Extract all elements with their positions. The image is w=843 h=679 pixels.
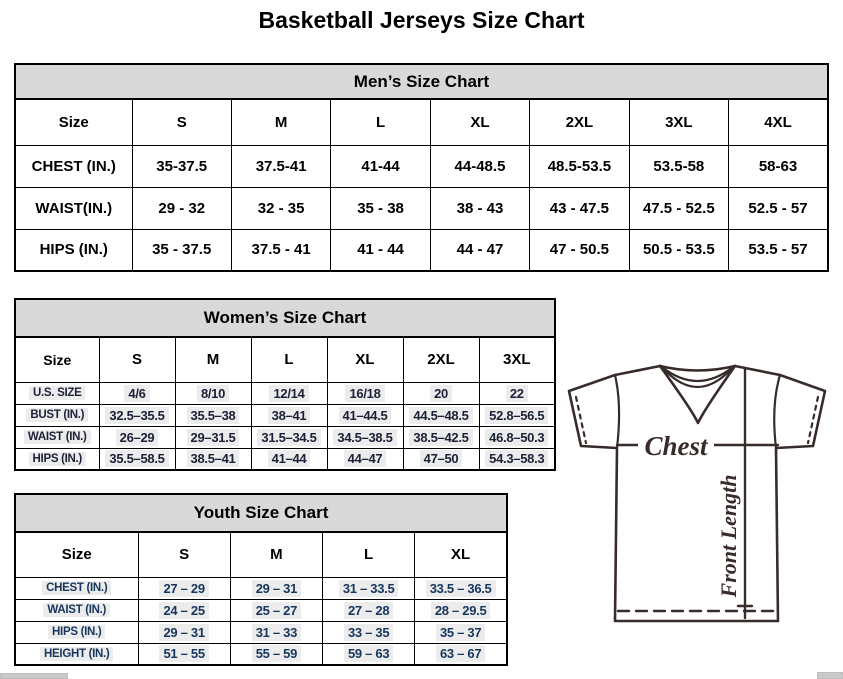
women-value-cell [403,426,479,448]
cell-text: 35.5–58.5 [105,450,168,467]
cell-text: 16/18 [345,385,384,402]
cell-text: 29–31.5 [187,429,240,446]
youth-value-cell [415,643,507,665]
women-size-label-cell: Size [15,337,99,382]
men-column-header-3xl: 3XL [629,99,728,145]
youth-value-cell [415,577,507,599]
men-value-cell [530,187,629,229]
cell-text: 27 – 28 [344,602,393,619]
cell-text: 44 - 47 [456,241,504,259]
men-table-row [15,187,828,229]
women-value-cell [479,426,555,448]
men-value-cell [132,187,231,229]
cell-text: 38.5–41 [187,450,240,467]
youth-row-label-cell [15,643,138,665]
cell-text: 20 [430,385,452,402]
men-value-cell [729,187,828,229]
men-row-label-cell [15,145,132,187]
cell-text: 50.5 - 53.5 [642,241,715,259]
women-column-header-m: M [175,337,251,382]
cell-text: 24 – 25 [159,602,208,619]
cell-text: 35 - 38 [357,199,404,217]
cell-text: 32 - 35 [257,199,305,217]
cell-text: WAIST(IN.) [35,199,113,217]
men-value-cell [430,229,529,271]
cell-text: WAIST (IN.) [43,603,110,617]
youth-value-cell [323,599,415,621]
women-table-row [15,426,555,448]
women-row-label-cell [15,426,99,448]
men-value-cell [132,145,231,187]
scrollbar-fragment-right[interactable] [817,672,843,679]
cell-text: 41–44 [268,450,311,467]
youth-value-cell [323,643,415,665]
women-value-cell [479,382,555,404]
cell-text: 29 - 32 [158,199,206,217]
cell-text: 41-44 [361,157,400,175]
men-value-cell [629,187,728,229]
men-value-cell [231,187,330,229]
cell-text: 52.5 - 57 [748,199,808,217]
youth-table-row [15,621,507,643]
youth-size-label-cell: Size [15,532,138,577]
cell-text: 35 - 37.5 [152,241,212,259]
women-value-cell [99,404,175,426]
cell-text: BUST (IN.) [26,408,88,422]
cell-text: 46.8–50.3 [485,429,548,446]
cell-text: 54.3–58.3 [485,450,548,467]
men-row-label-cell [15,187,132,229]
cell-text: 48.5-53.5 [547,157,612,175]
cell-text: 29 – 31 [252,580,301,597]
cell-text: 47–50 [420,450,463,467]
jersey-right-sleeve-seam [774,375,780,448]
womens-size-table [14,336,556,471]
men-value-cell [530,145,629,187]
men-column-header-xl: XL [430,99,529,145]
women-row-label-cell [15,382,99,404]
youth-size-chart [14,493,508,666]
cell-text: U.S. SIZE [29,386,85,400]
jersey-left-sleeve-seam [615,375,619,448]
men-value-cell [231,145,330,187]
women-value-cell [99,448,175,470]
scrollbar-fragment-left[interactable] [0,673,68,679]
jersey-outline [569,366,825,621]
cell-text: 22 [506,385,528,402]
womens-size-chart [14,298,556,471]
cell-text: 47.5 - 52.5 [642,199,715,217]
women-value-cell [175,426,251,448]
cell-text: 25 – 27 [252,602,301,619]
cell-text: HEIGHT (IN.) [40,647,113,661]
front-length-label: Front Length [716,474,741,598]
women-value-cell [479,448,555,470]
cell-text: 43 - 47.5 [549,199,609,217]
men-table-row [15,145,828,187]
cell-text: 53.5 - 57 [748,241,808,259]
cell-text: 44.5–48.5 [409,407,472,424]
cell-text: 35.5–38 [187,407,240,424]
jersey-left-cuff-dashes [576,397,586,443]
cell-text: 41 - 44 [357,241,404,259]
cell-text: 38–41 [268,407,311,424]
cell-text: 55 – 59 [252,645,301,662]
cell-text: 35-37.5 [156,157,208,175]
youth-value-cell [230,599,322,621]
youth-value-cell [138,599,230,621]
youth-table-row [15,599,507,621]
cell-text: WAIST (IN.) [24,430,91,444]
cell-text: 4/6 [124,385,149,402]
cell-text: 33.5 – 36.5 [426,580,496,597]
youth-size-table [14,531,508,666]
women-table-row [15,448,555,470]
women-value-cell [327,426,403,448]
women-value-cell [99,426,175,448]
jersey-back-neck [660,366,735,371]
men-column-header-s: S [132,99,231,145]
cell-text: 44–47 [344,450,387,467]
chest-label: Chest [644,431,708,461]
men-column-header-m: M [231,99,330,145]
youth-value-cell [138,621,230,643]
youth-value-cell [230,643,322,665]
youth-value-cell [323,577,415,599]
cell-text: 35 – 37 [436,624,485,641]
men-value-cell [629,229,728,271]
cell-text: 26–29 [116,429,159,446]
women-size-header-row [15,337,555,382]
page-title: Basketball Jerseys Size Chart [258,7,585,33]
cell-text: 33 – 35 [344,624,393,641]
men-table-row [15,229,828,271]
women-column-header-s: S [99,337,175,382]
cell-text: CHEST (IN.) [31,157,116,175]
cell-text: HIPS (IN.) [39,241,108,259]
youth-row-label-cell [15,577,138,599]
mens-size-chart [14,63,829,272]
cell-text: 37.5-41 [255,157,307,175]
youth-chart-header: Youth Size Chart [14,493,508,533]
men-column-header-4xl: 4XL [729,99,828,145]
mens-chart-header: Men’s Size Chart [14,63,829,100]
cell-text: HIPS (IN.) [48,625,105,639]
youth-row-label-cell [15,621,138,643]
men-value-cell [331,187,430,229]
cell-text: 51 – 55 [159,645,208,662]
womens-chart-header: Women’s Size Chart [14,298,556,338]
women-value-cell [251,404,327,426]
youth-value-cell [230,577,322,599]
cell-text: HIPS (IN.) [29,452,86,466]
women-column-header-2xl: 2XL [403,337,479,382]
youth-value-cell [138,577,230,599]
women-value-cell [251,382,327,404]
cell-text: 12/14 [269,385,308,402]
women-row-label-cell [15,404,99,426]
women-value-cell [175,382,251,404]
men-value-cell [530,229,629,271]
youth-table-row [15,577,507,599]
women-value-cell [479,404,555,426]
men-value-cell [629,145,728,187]
cell-text: 31 – 33.5 [339,580,399,597]
cell-text: 37.5 - 41 [251,241,311,259]
women-table-row [15,382,555,404]
women-value-cell [99,382,175,404]
men-value-cell [331,229,430,271]
youth-value-cell [415,621,507,643]
women-value-cell [251,448,327,470]
cell-text: 32.5–35.5 [105,407,168,424]
men-size-label-cell: Size [15,99,132,145]
men-value-cell [430,145,529,187]
cell-text: 31.5–34.5 [257,429,320,446]
women-value-cell [403,382,479,404]
women-column-header-xl: XL [327,337,403,382]
women-value-cell [327,448,403,470]
men-value-cell [231,229,330,271]
youth-size-header-row [15,532,507,577]
youth-column-header-m: M [230,532,322,577]
women-value-cell [403,448,479,470]
cell-text: 53.5-58 [653,157,705,175]
cell-text: 63 – 67 [436,645,485,662]
men-value-cell [132,229,231,271]
cell-text: 38.5–42.5 [409,429,472,446]
jersey-diagram-svg [556,360,838,628]
men-row-label-cell [15,229,132,271]
men-value-cell [430,187,529,229]
men-column-header-l: L [331,99,430,145]
mens-size-table [14,98,829,272]
men-column-header-2xl: 2XL [530,99,629,145]
youth-table-row [15,643,507,665]
cell-text: 58-63 [758,157,798,175]
men-value-cell [729,229,828,271]
cell-text: 28 – 29.5 [431,602,491,619]
women-column-header-l: L [251,337,327,382]
cell-text: 38 - 43 [456,199,504,217]
women-value-cell [327,382,403,404]
women-value-cell [175,448,251,470]
jersey-right-cuff-dashes [808,397,818,443]
women-column-header-3xl: 3XL [479,337,555,382]
cell-text: 31 – 33 [252,624,301,641]
youth-value-cell [323,621,415,643]
cell-text: 27 – 29 [159,580,208,597]
cell-text: 44-48.5 [454,157,506,175]
youth-column-header-s: S [138,532,230,577]
jersey-measurement-diagram [556,360,838,628]
cell-text: 8/10 [197,385,229,402]
men-size-header-row [15,99,828,145]
youth-row-label-cell [15,599,138,621]
cell-text: 59 – 63 [344,645,393,662]
women-table-row [15,404,555,426]
youth-value-cell [230,621,322,643]
youth-value-cell [138,643,230,665]
men-value-cell [729,145,828,187]
men-value-cell [331,145,430,187]
women-value-cell [403,404,479,426]
women-value-cell [327,404,403,426]
youth-column-header-l: L [323,532,415,577]
cell-text: 41–44.5 [339,407,392,424]
cell-text: 34.5–38.5 [333,429,396,446]
cell-text: 29 – 31 [159,624,208,641]
women-value-cell [251,426,327,448]
women-value-cell [175,404,251,426]
youth-value-cell [415,599,507,621]
cell-text: 47 - 50.5 [549,241,609,259]
cell-text: CHEST (IN.) [42,581,111,595]
cell-text: 52.8–56.5 [485,407,548,424]
women-row-label-cell [15,448,99,470]
youth-column-header-xl: XL [415,532,507,577]
